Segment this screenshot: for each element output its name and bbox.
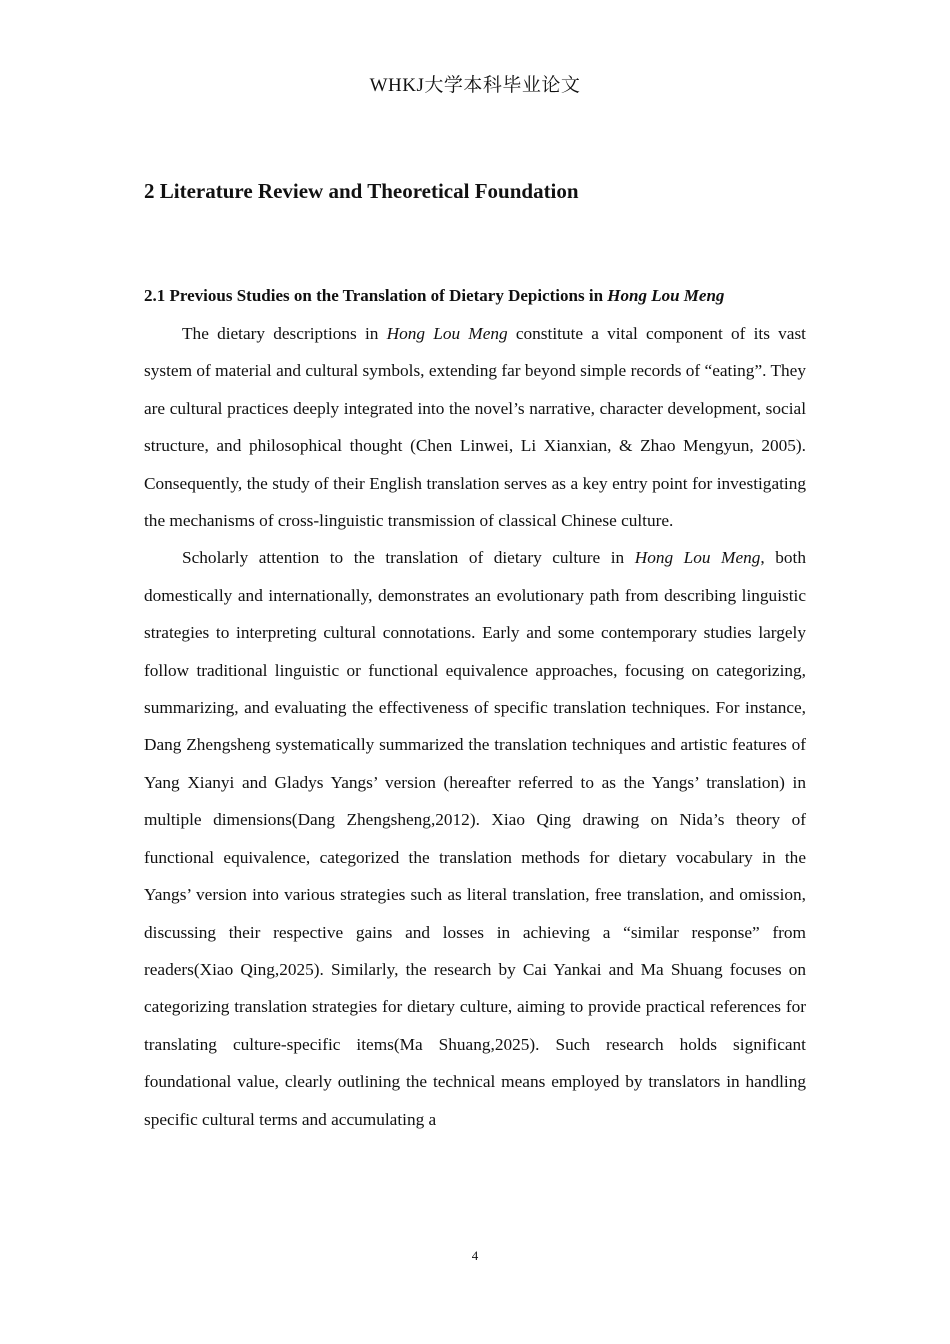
section-title-italic: Hong Lou Meng bbox=[607, 286, 725, 305]
body-text bbox=[144, 315, 806, 1138]
paragraph-2-text-a: Scholarly attention to the translation of dietary culture in bbox=[182, 548, 635, 568]
running-header: WHKJ大学本科毕业论文 bbox=[369, 75, 581, 96]
chapter-title: 2 Literature Review and Theoretical Foundation bbox=[144, 179, 579, 203]
paragraph-1-text-a: The dietary descriptions in bbox=[182, 324, 387, 343]
paragraph-2-italic: Hong Lou Meng bbox=[634, 548, 761, 568]
paragraph-1-text-b: constitute a vital component of its vast system of material and cultural symbols, extending far beyond simple records of “eating”. They are cultural practices deeply integrated into the novel’s narrative, character development, social structure, and philosophical thought (Chen Linwei, Li Xianxian, & Zhao Mengyun, 2005). Consequently, the study of their English translation serves as a key entry point for investigating the mechanisms of cross-linguistic transmission of classical Chinese culture. bbox=[144, 324, 806, 531]
page-number: 4 bbox=[471, 1248, 479, 1263]
paragraph-2 bbox=[144, 539, 806, 1138]
section-title-text: 2.1 Previous Studies on the Translation of Dietary Depictions in bbox=[144, 286, 608, 305]
section-title bbox=[144, 285, 724, 307]
paragraph-2-text-b: , both domestically and internationally, demonstrates an evolutionary path from describing linguistic strategies to interpreting cultural connotations. Early and some contemporary studies largely follow traditional linguistic or functional equivalence approaches, focusing on categorizing, summarizing, and evaluating the effectiveness of specific translation techniques. For instance, Dang Zhengsheng systematically summarized the translation techniques and artistic features of Yang Xianyi and Gladys Yangs’ version (hereafter referred to as the Yangs’ translation) in multiple dimensions(Dang Zhengsheng,2012). Xiao Qing drawing on Nida’s theory of functional equivalence, categorized the translation methods for dietary vocabulary in the Yangs’ version into various strategies such as literal translation, free translation, and omission, discussing their respective gains and losses in achieving a “similar response” from readers(Xiao Qing,2025). Similarly, the research by Cai Yankai and Ma Shuang focuses on categorizing translation strategies for dietary culture, aiming to provide practical references for translating culture-specific items(Ma Shuang,2025). Such research holds significant foundational value, clearly outlining the technical means employed by translators in handling specific cultural terms and accumulating a bbox=[144, 548, 806, 1129]
paragraph-1-italic: Hong Lou Meng bbox=[386, 324, 508, 343]
paragraph-1 bbox=[144, 315, 806, 539]
